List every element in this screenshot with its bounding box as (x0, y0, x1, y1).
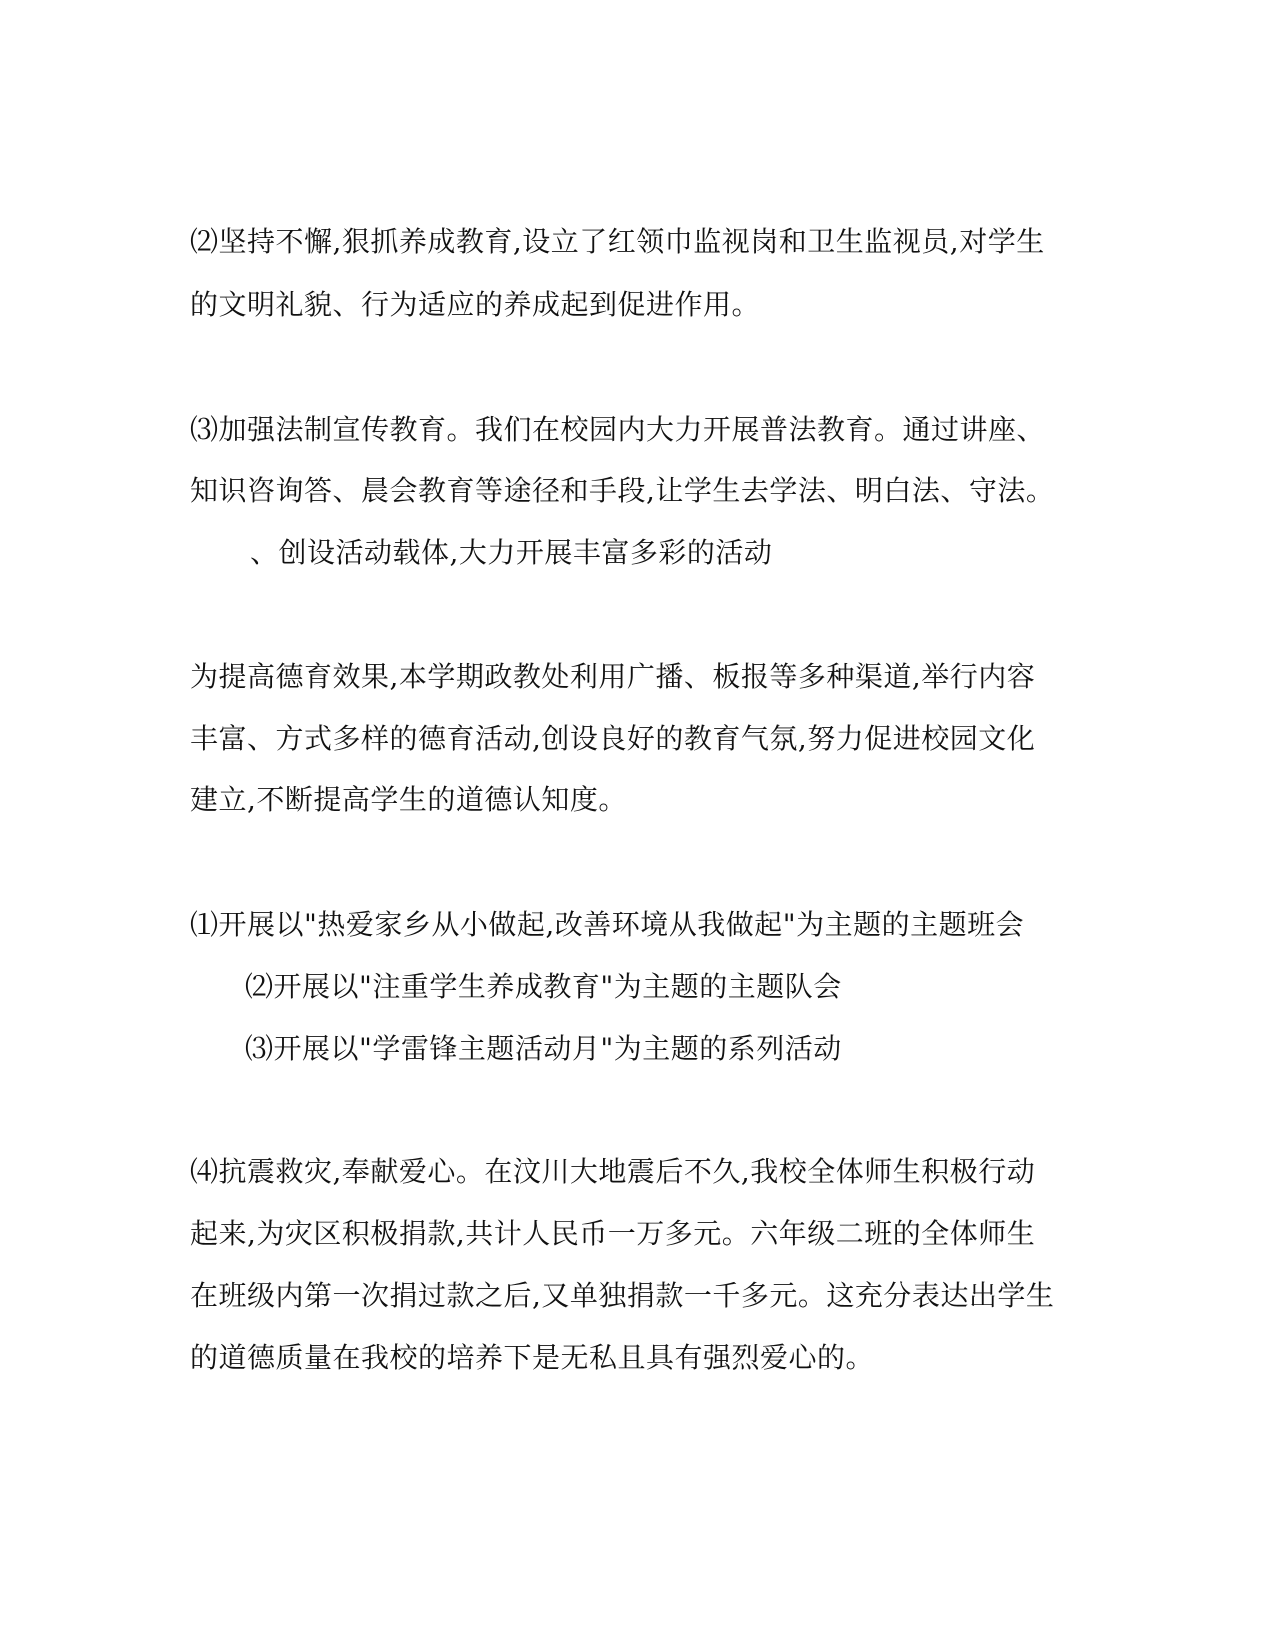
activity-item-3: ⑶开展以"学雷锋主题活动月"为主题的系列活动 (245, 1032, 842, 1065)
intro-paragraph-line-3: 建立,不断提高学生的道德认知度。 (190, 783, 627, 816)
activities-heading: 、创设活动载体,大力开展丰富多彩的活动 (250, 536, 773, 569)
law-paragraph-line-2: 知识咨询答、晨会教育等途径和手段,让学生去学法、明白法、守法。 (190, 474, 1055, 507)
activity-item-2: ⑵开展以"注重学生养成教育"为主题的主题队会 (245, 970, 842, 1003)
intro-paragraph-line-1: 为提高德育效果,本学期政教处利用广播、板报等多种渠道,举行内容 (190, 660, 1036, 693)
habits-paragraph-line-2: 的文明礼貌、行为适应的养成起到促进作用。 (190, 288, 761, 321)
earthquake-paragraph-line-3: 在班级内第一次捐过款之后,又单独捐款一千多元。这充分表达出学生 (190, 1279, 1055, 1312)
earthquake-paragraph-line-4: 的道德质量在我校的培养下是无私且具有强烈爱心的。 (190, 1341, 875, 1374)
law-paragraph-line-1: ⑶加强法制宣传教育。我们在校园内大力开展普法教育。通过讲座、 (190, 413, 1046, 446)
earthquake-paragraph-line-1: ⑷抗震救灾,奉献爱心。在汶川大地震后不久,我校全体师生积极行动 (190, 1155, 1036, 1188)
intro-paragraph-line-2: 丰富、方式多样的德育活动,创设良好的教育气氛,努力促进校园文化 (190, 722, 1036, 755)
earthquake-paragraph-line-2: 起来,为灾区积极捐款,共计人民币一万多元。六年级二班的全体师生 (190, 1217, 1036, 1250)
activity-item-1: ⑴开展以"热爱家乡从小做起,改善环境从我做起"为主题的主题班会 (190, 908, 1025, 941)
habits-paragraph-line-1: ⑵坚持不懈,狠抓养成教育,设立了红领巾监视岗和卫生监视员,对学生 (190, 225, 1045, 258)
